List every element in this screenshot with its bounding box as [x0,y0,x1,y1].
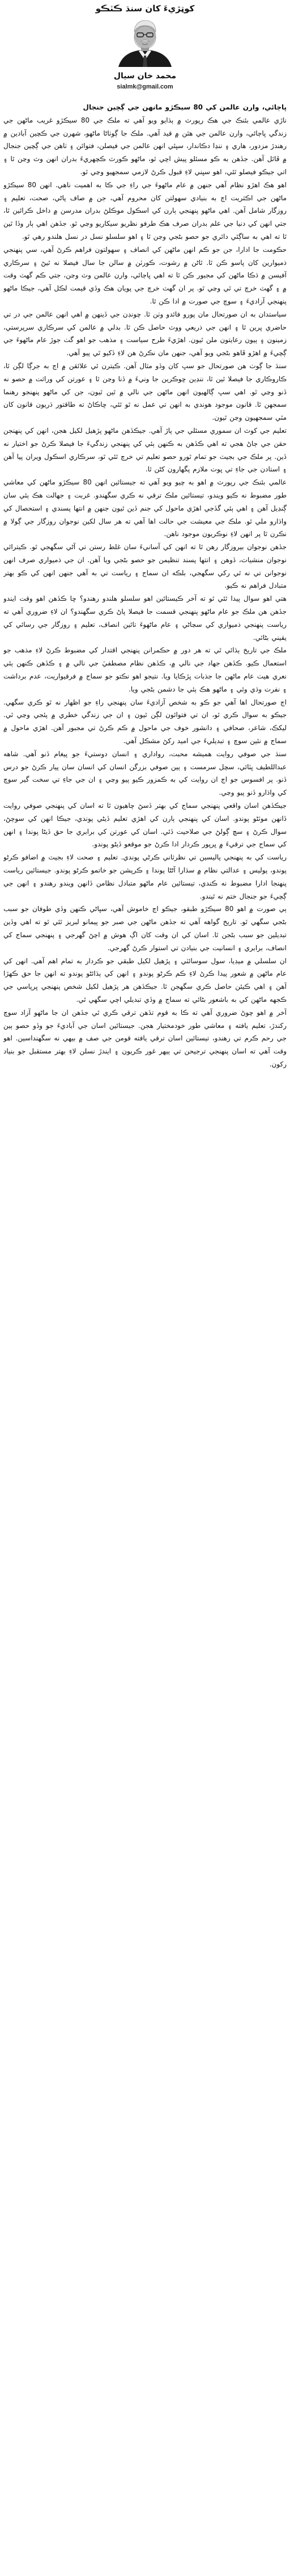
article-paragraph: رياست کي به پنهنجي پاليسين تي نظرثاني ڪرڻي پوندي. تعليم ۽ صحت لاءِ بجيٽ ۾ اضافو ڪرڻو پوندو، پوليس ۽ عدالتي نظام ۾ سڌارا آڻڻا پوندا ۽ ڪرپشن جو خاتمو ڪرڻو پوندو. جيستائين رياست پنهنجا ادارا مضبوط نه ڪندي، تيستائين عام ماڻهو متبادل نظامن ڏانهن ويندو رهندو ۽ انهن جي ڳچيءَ جو جنجال ختم نه ٿيندو. [3,853,287,900]
article-headline: ڀاڄائي، وارن عالمن کي 80 سيڪڙو مانهن جي ڳچين جنجال [83,103,287,111]
article-paragraph: حڪومت جا ادارا، جن جو ڪم انهن ماڻهن کي انصاف ۽ سهولتون فراهم ڪرڻ آهي، سي پنهنجي ذميوارين کان پاسو ڪن ٿا. ٿاڻن ۾ رشوت، ڪورٽن ۾ سالن جا سال فيصلا نه ٿيڻ ۽ سرڪاري آفيسن ۾ ڌڪا ماڻهن کي مجبور ڪن ٿا ته اهي ڀاڄائي، وارن عالمن وٽ وڃن، جتي ڪم گهٽ وقت ۾ ۽ گهٽ خرچ تي ٿي وڃي ٿو. پر ان گهٽ خرچ جي پويان هڪ وڏي قيمت لڪل آهي، جيڪا ماڻهو پنهنجي آزاديءَ ۽ سوچ جي صورت ۾ ادا ڪن ٿا. [3,245,287,305]
column-title: کوټڙيءَ کان سنڌ ڪٽڪو [95,3,195,14]
article-paragraph: جڏهن نوجوان بيروزگار رهن ٿا ته انهن کي آسانيءَ سان غلط رستن تي آڻي سگهجي ٿو. ڪيترائي نوجوان منشيات، ڏوهن ۽ انتها پسند تنظيمن جو حصو بڻجي ويا آهن. ان جي ذميواري صرف انهن نوجوانن تي نه ٿي رکي سگهجي، بلڪه ان سماج ۽ رياست تي به آهي جنهن انهن کي ڪو بهتر متبادل فراهم نه ڪيو. [3,543,287,590]
author-email[interactable]: sialmk@gmail.com [117,83,173,90]
article-paragraph: سنڌ جا ڳوٺ هن صورتحال جو سڀ کان وڏو مثال آهن. ڪيترن ئي علائقن ۾ اڄ به جرڳا لڳن ٿا، ڪاروڪاري جا فيصلا ٿين ٿا، ننڍين ڇوڪرين جا ونيءَ ۾ ڏنا وڃن ٿا ۽ عورتن کي وراثت ۾ حصو نه ڏنو وڃي ٿو. اهي سڀ ڳالهيون انهن ماڻهن جي نالي ۾ ٿين ٿيون، جن کي ماڻهو پنهنجو رهنما سمجهن ٿا. قانون موجود هوندي به انهن تي عمل نه ٿو ٿئي، ڇاڪاڻ ته طاقتور ڌريون قانون کان مٿي سمجهيون وڃن ٿيون. [3,361,287,422]
article-paragraph: تعليم جي کوٽ ان سموري مسئلي جي پاڙ آهي. جيڪڏهن ماڻهو پڙهيل لکيل هجن، انهن کي پنهنجن حقن جي ڄاڻ هجي ته اهي ڪڏهن به ڪنهن ٻئي کي پنهنجي زندگيءَ جا فيصلا ڪرڻ جو اختيار نه ڏين. پر ملڪ جي بجيٽ جو تمام ٿورو حصو تعليم تي خرچ ٿئي ٿو، سرڪاري اسڪول ويران پيا آهن ۽ استادن جي جاءِ تي ڀوت ملازم پگهارون کڻن ٿا. [3,426,287,474]
article-paragraph: ملڪ جي تاريخ ٻڌائي ٿي ته هر دور ۾ حڪمرانن پنهنجي اقتدار کي مضبوط ڪرڻ لاءِ مذهب جو استعمال ڪيو. ڪڏهن جهاد جي نالي ۾، ڪڏهن نظام مصطفيٰ جي نالي ۾ ۽ ڪڏهن ڪنهن ٻئي نعري هيٺ عام ماڻهن جا جذبات ڀڙڪايا ويا. نتيجو اهو نڪتو جو سماج ۾ فرقيواريت، عدم برداشت ۽ نفرت وڌي وئي ۽ ماڻهو هڪ ٻئي جا دشمن بڻجي ويا. [3,646,287,693]
author-name: محمد خان سيال [113,71,177,81]
column-header [0,0,290,101]
article-body [3,101,287,2571]
author-portrait [116,15,174,67]
article-paragraph: عالمي بئنڪ جي رپورٽ ۾ اهو به چيو ويو آهي ته جيستائين انهن 80 سيڪڙو ماڻهن کي معاشي طور مضبوط نه ڪيو ويندو، تيستائين ملڪ ترقي نه ڪري سگهندو. غربت ۽ جهالت هڪ ٻئي سان ڳنڍيل آهن ۽ اهي ٻئي گڏجي اهڙي ماحول کي جنم ڏين ٿيون جنهن ۾ انتها پسندي ۽ استحصال کي واڌارو ملي ٿو. ملڪ جي معيشت جي حالت اها آهي ته هر سال لکين نوجوان روزگار جي ڳولا ۾ نڪرن ٿا پر انهن لاءِ نوڪريون موجود ناهن. [3,478,287,538]
article-paragraph: اڄ صورتحال اها آهي جو ڪو به شخص آزاديءَ سان پنهنجي راءِ جو اظهار نه ٿو ڪري سگهي. جيڪو به سوال ڪري ٿو، ان تي فتوائون لڳن ٿيون ۽ ان جي زندگي خطري ۾ پئجي وڃي ٿي. ليکڪ، شاعر، صحافي ۽ دانشور خوف جي ماحول ۾ ڪم ڪرڻ تي مجبور آهن. اهڙي ماحول ۾ سماج ۾ نئين سوچ ۽ تبديليءَ جي اميد رکڻ مشڪل آهي. [3,698,287,745]
article-paragraph: هتي اهو سوال پيدا ٿئي ٿو ته آخر ڪيستائين اهو سلسلو هلندو رهندو؟ ڇا ڪڏهن اهو وقت ايندو جڏهن هن ملڪ جو عام ماڻهو پنهنجي قسمت جا فيصلا پاڻ ڪري سگهندو؟ ان لاءِ ضروري آهي ته رياست پنهنجي ذميواري کي سڃاڻي ۽ عام ماڻهوءَ تائين انصاف، تعليم ۽ روزگار جي رسائي کي يقيني بڻائي. [3,595,287,642]
article-paragraph: اهو هڪ اهڙو نظام آهي جنهن ۾ عام ماڻهوءَ جي راءِ جي ڪا به اهميت ناهي. انهن 80 سيڪڙو ماڻهن جي اڪثريت اڄ به بنيادي سهولتن کان محروم آهي، جن ۾ صاف پاڻي، صحت، تعليم ۽ روزگار شامل آهن. اهي ماڻهو پنهنجي ٻارن کي اسڪول موڪلڻ بدران مدرسن ۾ داخل ڪرائين ٿا، جتي انهن کي دنيا جي علم بدران صرف هڪ طرفو نظريو سيکاريو وڃي ٿو. جڏهن اهي ٻار وڏا ٿين ٿا ته اهي به ساڳئي دائري جو حصو بڻجي وڃن ٿا ۽ اهو سلسلو نسل در نسل هلندو رهي ٿو. [3,180,287,241]
article-paragraph: ٻي صورت ۾ اهو 80 سيڪڙو طبقو، جيڪو اڄ خاموش آهي، سڀاڻي ڪنهن وڏي طوفان جو سبب بڻجي سگهي ٿو. تاريخ گواهه آهي ته جڏهن ماڻهن جي صبر جو پيمانو لبريز ٿئي ٿو ته اهي وڏين تبديلين جو سبب بڻجن ٿا. اسان کي ان وقت کان اڳ هوش ۾ اچڻ گهرجي ۽ پنهنجي سماج کي انصاف، برابري ۽ انسانيت جي بنيادن تي استوار ڪرڻ گهرجي. [3,905,287,952]
article-paragraph: سياستدان به ان صورتحال مان پورو فائدو وٺن ٿا. چونڊن جي ڏينهن ۾ اهي انهن عالمن جي در تي حاضري ڀرين ٿا ۽ انهن جي ذريعي ووٽ حاصل ڪن ٿا. بدلي ۾ عالمن کي سرڪاري سرپرستي، زمينون ۽ ٻيون رعايتون ملن ٿيون. اهڙيءَ طرح سياست ۽ مذهب جو اهو گٺ جوڙ عام ماڻهوءَ جي ڳچيءَ ۾ اهڙو ڦاهو بڻجي ويو آهي، جنهن مان نڪرڻ هن لاءِ ڏکيو ٿي پيو آهي. [3,310,287,357]
article-paragraph: ان سلسلي ۾ ميڊيا، سول سوسائٽي ۽ پڙهيل لکيل طبقي جو ڪردار به تمام اهم آهي. انهن کي عام ماڻهن ۾ شعور پيدا ڪرڻ لاءِ ڪم ڪرڻو پوندو ۽ انهن کي ٻڌائڻو پوندو ته انهن جا حق ڪهڙا آهن ۽ اهي ڪيئن حاصل ڪري سگهجن ٿا. جيڪڏهن هر پڙهيل لکيل شخص پنهنجي ڀرپاسي جي ڪجهه ماڻهن کي به باشعور بڻائي ته سماج ۾ وڏي تبديلي اچي سگهي ٿي. [3,956,287,1004]
article-paragraph: ناڙي عالمي بئنڪ جي هڪ رپورٽ ۾ ٻڌايو ويو آهي ته ملڪ جي 80 سيڪڙو غريب ماڻهن جي زندگي ڀاڄائي، وارن عالمن جي هٿن ۾ قيد آهي. ملڪ جا ڳوٺاڻا ماڻهو، شهرن جي ڪچين آبادين ۾ رهندڙ مزدور، هاري ۽ ننڍا دڪاندار، سڀئي انهن عالمن جي فيصلن، فتوائن ۽ ٺاهن جي ڳچين جنجال ۾ ڦاٿل آهن. جڏهن به ڪو مسئلو پيش اچي ٿو، ماڻهو ڪورٽ ڪچهريءَ بدران انهن وٽ وڃن ٿا ۽ اتي جيڪو فيصلو ٿئي، اهو سڀني لاءِ قبول ڪرڻ لازمي سمجهيو وڃي ٿو. [3,116,287,176]
article-paragraph: جيڪڏهن اسان واقعي پنهنجي سماج کي بهتر ڏسڻ چاهيون ٿا ته اسان کي پنهنجي صوفي روايت ڏانهن موٽڻو پوندو. اسان کي پنهنجي ٻارن کي اهڙي تعليم ڏيڻي پوندي، جيڪا انهن کي سوچڻ، سوال ڪرڻ ۽ سچ ڳولڻ جي صلاحيت ڏئي. اسان کي عورتن کي برابري جا حق ڏيڻا پوندا ۽ انهن کي سماج جي ترقيءَ ۾ ڀرپور ڪردار ادا ڪرڻ جو موقعو ڏيڻو پوندو. [3,802,287,849]
article-paragraph: آخر ۾ اهو چوڻ ضروري آهي ته ڪا به قوم تڏهن ترقي ڪري ٿي جڏهن ان جا ماڻهو آزاد سوچ رکندڙ، تعليم يافته ۽ معاشي طور خودمختيار هجن. جيستائين اسان جي آباديءَ جو وڏو حصو ٻين جي رحم ڪرم تي رهندو، تيستائين اسان ترقي يافته قومن جي صف ۾ بيهي نه سگهنداسين. اهو وقت آهي ته اسان پنهنجي ترجيحن تي ٻيهر غور ڪريون ۽ ايندڙ نسلن لاءِ بهتر مستقبل جو بنياد رکون. [3,1008,287,1068]
article-paragraph: سنڌ جي صوفي روايت هميشه محبت، رواداري ۽ انسان دوستيءَ جو پيغام ڏنو آهي. شاهه عبداللطيف ڀٽائي، سچل سرمست ۽ ٻين صوفي بزرگن انسان کي انسان سان پيار ڪرڻ جو درس ڏنو. پر افسوس جو اڄ ان روايت کي به ڪمزور ڪيو پيو وڃي ۽ ان جي جاءِ تي سخت گير سوچ کي واڌارو ڏنو پيو وڃي. [3,749,287,797]
